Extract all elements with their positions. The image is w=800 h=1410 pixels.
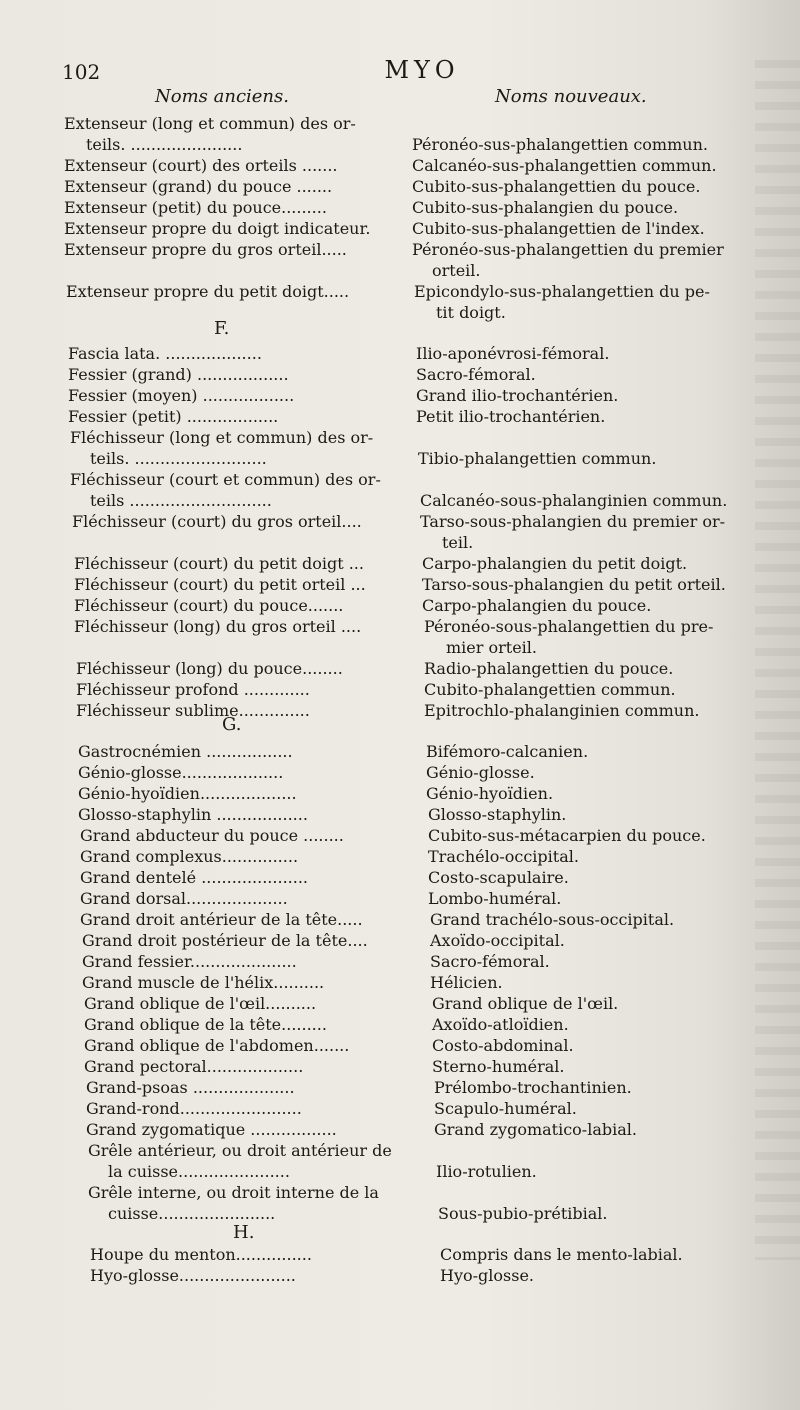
old-name: Grêle antérieur, ou droit antérieur de <box>88 1141 392 1160</box>
old-name: Extenseur propre du doigt indicateur. <box>64 219 371 238</box>
old-name: Fléchisseur (court) du petit doigt ... <box>74 554 364 573</box>
new-name: Carpo-phalangien du pouce. <box>422 596 652 615</box>
new-name: Costo-scapulaire. <box>428 868 569 887</box>
old-name: Grand-rond........................ <box>86 1099 302 1118</box>
new-name: Grand ilio-trochantérien. <box>416 386 619 405</box>
old-name: Grand oblique de l'abdomen....... <box>84 1036 350 1055</box>
old-name: Grand muscle de l'hélix.......... <box>82 973 325 992</box>
old-name: Fléchisseur (long) du gros orteil .... <box>74 617 362 636</box>
old-name: Extenseur propre du petit doigt..... <box>66 282 350 301</box>
old-name: Fléchisseur (court et commun) des or- <box>70 470 381 489</box>
new-name: Calcanéo-sus-phalangettien commun. <box>412 156 717 175</box>
old-name: teils. .......................... <box>90 449 267 468</box>
old-name: Fléchisseur profond ............. <box>76 680 310 699</box>
old-name: Fessier (moyen) .................. <box>68 386 295 405</box>
old-name: teils ............................ <box>90 491 272 510</box>
column-heading-new: Noms nouveaux. <box>495 86 647 107</box>
old-name: Hyo-glosse....................... <box>90 1266 296 1285</box>
old-name: Grand pectoral................... <box>84 1057 304 1076</box>
new-name: Radio-phalangettien du pouce. <box>424 659 674 678</box>
new-name: Bifémoro-calcanien. <box>426 742 589 761</box>
new-name: Cubito-sus-métacarpien du pouce. <box>428 826 706 845</box>
new-name: Lombo-huméral. <box>428 889 562 908</box>
old-name: Fléchisseur (court) du petit orteil ... <box>74 575 366 594</box>
new-name: Calcanéo-sous-phalanginien commun. <box>420 491 728 510</box>
old-name: Houpe du menton............... <box>90 1245 312 1264</box>
old-name: Gastrocnémien ................. <box>78 742 293 761</box>
new-name: teil. <box>442 533 474 552</box>
old-name: cuisse....................... <box>108 1204 276 1223</box>
new-name: Cubito-sus-phalangettien du pouce. <box>412 177 701 196</box>
new-name: orteil. <box>432 261 481 280</box>
old-name: Fléchisseur (court) du gros orteil.... <box>72 512 362 531</box>
new-name: tit doigt. <box>436 303 506 322</box>
old-name: Fléchisseur sublime.............. <box>76 701 310 720</box>
old-name: Grand zygomatique ................. <box>86 1120 337 1139</box>
old-name: Grand droit postérieur de la tête.... <box>82 931 368 950</box>
running-title: MYO <box>384 56 460 84</box>
old-name: Extenseur (petit) du pouce......... <box>64 198 327 217</box>
new-name: Hélicien. <box>430 973 503 992</box>
old-name: Fascia lata. ................... <box>68 344 262 363</box>
old-name: Extenseur (grand) du pouce ....... <box>64 177 333 196</box>
old-name: Glosso-staphylin .................. <box>78 805 308 824</box>
old-name: Génio-hyoïdien................... <box>78 784 297 803</box>
new-name: Scapulo-huméral. <box>434 1099 577 1118</box>
old-name: Extenseur propre du gros orteil..... <box>64 240 347 259</box>
old-name: Grand complexus............... <box>80 847 299 866</box>
new-name: Ilio-aponévrosi-fémoral. <box>416 344 610 363</box>
new-name: Grand oblique de l'œil. <box>432 994 619 1013</box>
old-name: Extenseur (long et commun) des or- <box>64 114 356 133</box>
new-name: Glosso-staphylin. <box>428 805 567 824</box>
new-name: Cubito-sus-phalangettien de l'index. <box>412 219 705 238</box>
new-name: Carpo-phalangien du petit doigt. <box>422 554 688 573</box>
new-name: Cubito-sus-phalangien du pouce. <box>412 198 679 217</box>
new-name: Axoïdo-atloïdien. <box>432 1015 569 1034</box>
page-header <box>62 56 732 86</box>
new-name: Epicondylo-sus-phalangettien du pe- <box>414 282 710 301</box>
old-name: Fléchisseur (long et commun) des or- <box>70 428 374 447</box>
new-name: Tibio-phalangettien commun. <box>418 449 657 468</box>
new-name: Trachélo-occipital. <box>428 847 579 866</box>
new-name: Tarso-sous-phalangien du petit orteil. <box>422 575 726 594</box>
new-name: Hyo-glosse. <box>440 1266 534 1285</box>
new-name: Compris dans le mento-labial. <box>440 1245 683 1264</box>
new-name: Tarso-sous-phalangien du premier or- <box>420 512 726 531</box>
old-name: Grand droit antérieur de la tête..... <box>80 910 363 929</box>
page-number: 102 <box>62 60 101 84</box>
old-name: Grand oblique de l'œil.......... <box>84 994 317 1013</box>
section-letter: H. <box>233 1222 255 1243</box>
new-name: Péronéo-sus-phalangettien du premier <box>412 240 724 259</box>
old-name: Extenseur (court) des orteils ....... <box>64 156 338 175</box>
old-name: Fléchisseur (long) du pouce........ <box>76 659 343 678</box>
old-name: la cuisse...................... <box>108 1162 290 1181</box>
new-name: Génio-glosse. <box>426 763 535 782</box>
new-name: Petit ilio-trochantérien. <box>416 407 606 426</box>
new-name: Grand zygomatico-labial. <box>434 1120 637 1139</box>
new-name: Péronéo-sous-phalangettien du pre- <box>424 617 714 636</box>
column-heading-old: Noms anciens. <box>155 86 289 107</box>
new-name: Epitrochlo-phalanginien commun. <box>424 701 700 720</box>
new-name: Costo-abdominal. <box>432 1036 574 1055</box>
section-letter: F. <box>214 318 230 339</box>
new-name: Sous-pubio-prétibial. <box>438 1204 608 1223</box>
new-name: Cubito-phalangettien commun. <box>424 680 676 699</box>
new-name: Grand trachélo-sous-occipital. <box>430 910 675 929</box>
facing-page-bleed <box>755 60 800 1260</box>
new-name: Génio-hyoïdien. <box>426 784 554 803</box>
old-name: Grand abducteur du pouce ........ <box>80 826 344 845</box>
new-name: Ilio-rotulien. <box>436 1162 537 1181</box>
old-name: Grand dentelé ..................... <box>80 868 308 887</box>
old-name: Fessier (grand) .................. <box>68 365 289 384</box>
old-name: Grêle interne, ou droit interne de la <box>88 1183 379 1202</box>
new-name: Sacro-fémoral. <box>416 365 536 384</box>
old-name: Grand oblique de la tête......... <box>84 1015 327 1034</box>
old-name: Fessier (petit) .................. <box>68 407 279 426</box>
new-name: Sterno-huméral. <box>432 1057 565 1076</box>
old-name: teils. ...................... <box>86 135 243 154</box>
section-letter: G. <box>222 714 242 735</box>
old-name: Grand fessier..................... <box>82 952 297 971</box>
old-name: Génio-glosse.................... <box>78 763 284 782</box>
new-name: Sacro-fémoral. <box>430 952 550 971</box>
old-name: Fléchisseur (court) du pouce....... <box>74 596 344 615</box>
new-name: Prélombo-trochantinien. <box>434 1078 632 1097</box>
new-name: mier orteil. <box>446 638 537 657</box>
new-name: Péronéo-sus-phalangettien commun. <box>412 135 708 154</box>
old-name: Grand-psoas .................... <box>86 1078 295 1097</box>
old-name: Grand dorsal.................... <box>80 889 288 908</box>
new-name: Axoïdo-occipital. <box>430 931 565 950</box>
